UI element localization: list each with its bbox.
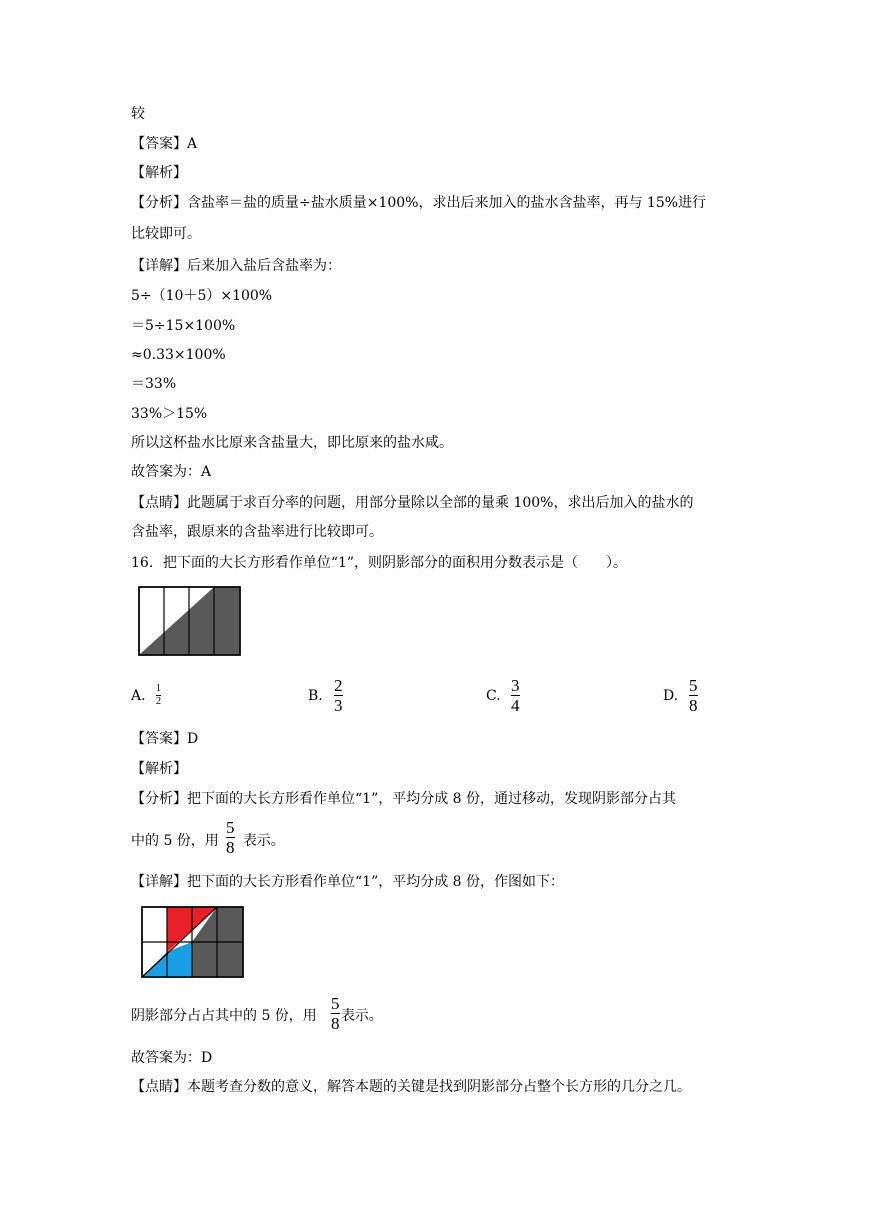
analysis-2-text-1: 【分析】把下面的大长方形看作单位“1”，平均分成 8 份，通过移动，发现阴影部分占其 [131, 791, 677, 807]
calc-line-3: ≈0.33×100% [131, 347, 226, 363]
calc-line-4: ＝33% [131, 376, 177, 392]
final-answer: 故答案为：A [131, 464, 212, 480]
note-2-final: 【点睛】本题考查分数的意义，解答本题的关键是找到阴影部分占整个长方形的几分之几。 [131, 1079, 691, 1095]
analysis-label: 【解析】 [131, 165, 187, 181]
analysis-text-2: 比较即可。 [131, 226, 201, 242]
analysis-text-1: 【分析】含盐率＝盐的质量÷盐水质量×100%，求出后来加入的盐水含盐率，再与 15%进行 [131, 195, 707, 211]
note-1: 【点睛】此题属于求百分率的问题，用部分量除以全部的量乘 100%，求出后加入的盐水的 [131, 495, 694, 511]
question-16: 16．把下面的大长方形看作单位“1”，则阴影部分的面积用分数表示是（ ）。 [131, 555, 628, 571]
option-c-fraction: 3 4 [511, 676, 520, 715]
answer-label: 【答案】A [131, 136, 198, 152]
answer-2-label: 【答案】D [131, 731, 199, 747]
option-d-fraction: 5 8 [689, 676, 698, 715]
detail-2-text: 【详解】把下面的大长方形看作单位“1”，平均分成 8 份，作图如下： [131, 874, 565, 890]
calc-line-2: ＝5÷15×100% [131, 318, 236, 334]
option-a-fraction: 1 2 [156, 683, 161, 707]
after-figure-text: 阴影部分占占其中的 5 份，用 表示。 [131, 1008, 383, 1024]
rectangle-figure-2 [141, 906, 246, 979]
final-answer-2: 故答案为：D [131, 1050, 213, 1066]
calc-line-1: 5÷（10＋5）×100% [131, 288, 273, 304]
analysis-2-label: 【解析】 [131, 761, 187, 777]
option-b-fraction: 2 3 [334, 676, 343, 715]
rectangle-figure-1 [138, 586, 243, 658]
note-2: 含盐率，跟原来的含盐率进行比较即可。 [131, 524, 383, 540]
calc-line-5: 33%＞15% [131, 406, 208, 422]
analysis-fraction: 5 8 [226, 818, 235, 857]
detail-label: 【详解】后来加入盐后含盐率为： [131, 258, 341, 274]
line-1: 较 [131, 106, 145, 122]
after-figure-fraction: 5 8 [331, 994, 340, 1033]
conclusion: 所以这杯盐水比原来含盐量大，即比原来的盐水咸。 [131, 435, 453, 451]
analysis-2-text-2: 中的 5 份，用 表示。 [131, 833, 285, 849]
